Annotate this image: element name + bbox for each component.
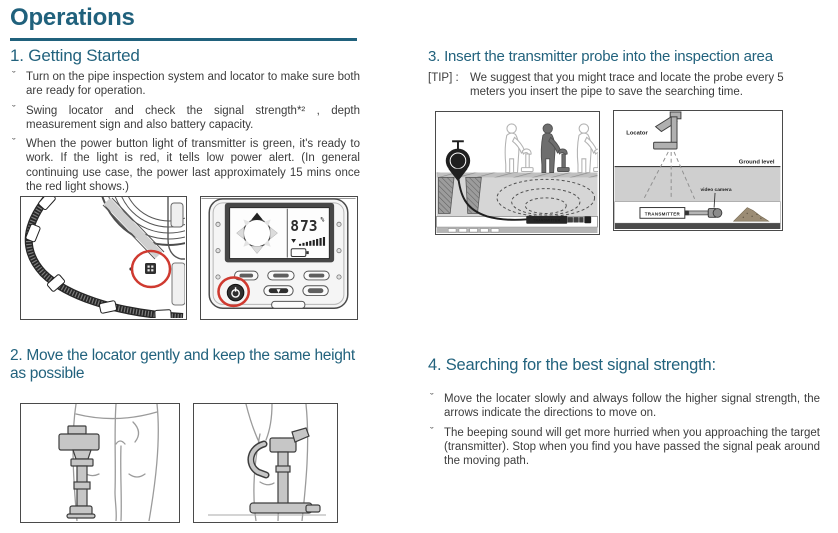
bullet-marker: ˇ [430, 425, 434, 438]
reel-closeup-illustration [21, 197, 185, 318]
transmitter-label: TRANSMITTER [533, 218, 561, 223]
operator-current [541, 124, 569, 173]
cross-section-illustration [614, 111, 781, 229]
bullet-text: Move the locater slowly and always follow the higher signal strength, the arrows indicate the directions to move on. [444, 393, 820, 420]
hold-locator-front-illustration [21, 404, 178, 521]
locator-label: Locator [626, 130, 648, 137]
cross-section-figure [613, 110, 783, 231]
ghost-digit: 8 [290, 218, 300, 236]
tip-text: We suggest that you might trace and locate the probe every 5 meters you insert the pipe to save the searching time. [470, 72, 784, 99]
ground-level-label: Ground level [738, 159, 775, 166]
bullet-item [428, 426, 820, 469]
battery-icon [291, 249, 309, 257]
bottom-blocks [448, 229, 499, 232]
bullet-item [10, 104, 360, 133]
signal-unit: % [320, 216, 325, 224]
trace-scene-figure [435, 111, 600, 235]
bullet-marker: ˇ [430, 392, 434, 404]
bullet-text: Turn on the pipe inspection system and locator to make sure both are ready for operation. [26, 71, 360, 98]
tip-note [428, 71, 820, 100]
device-body-edge [168, 197, 185, 305]
hold-locator-side-figure [193, 403, 338, 523]
control-panel-figure [200, 196, 358, 320]
power-button-small [145, 263, 156, 274]
power-button-icon [227, 284, 244, 301]
locator-device-icon [654, 112, 681, 149]
ground-band [615, 167, 781, 202]
bullet-item [10, 70, 360, 99]
push-cable [25, 197, 183, 318]
section1-heading: 1. Getting Started [10, 46, 140, 65]
hold-locator-side-illustration [194, 404, 336, 521]
signal-value: 73 [299, 218, 318, 236]
trace-scene-illustration [436, 112, 598, 233]
locator-device [250, 428, 320, 513]
bullet-item [428, 392, 820, 421]
operator-ghost-right [577, 124, 598, 173]
bullet-item [10, 137, 360, 194]
bullet-marker: ˇ [12, 70, 16, 82]
pipe-channel [436, 216, 597, 227]
locator-device [59, 426, 99, 518]
hold-locator-front-figure [20, 403, 180, 523]
section1-bullets [10, 70, 360, 199]
tip-label: [TIP] : [428, 72, 459, 84]
section4-heading: 4. Searching for the best signal strength: [428, 356, 716, 374]
reel-strut [103, 198, 164, 259]
control-panel-illustration [201, 197, 356, 318]
section4-bullets [428, 392, 820, 473]
transmitter-probe [640, 208, 722, 219]
section2-heading: 2. Move the locator gently and keep the same height as possible [10, 347, 355, 382]
transmitter-label: TRANSMITTER [644, 211, 681, 217]
pipe-bottom-band [615, 223, 781, 229]
title-underline [10, 38, 357, 41]
bullet-text: The beeping sound will get more hurried when you approaching the target (transmitter). Stop when you find you have passed the signal peak around the moving path. [444, 426, 820, 467]
page-title: Operations [10, 4, 135, 31]
bullet-marker: ˇ [12, 137, 16, 149]
reel-closeup-figure [20, 196, 187, 320]
section3-heading: 3. Insert the transmitter probe into the inspection area [428, 48, 773, 65]
video-camera-label: video camera [700, 187, 732, 193]
bullet-marker: ˇ [12, 103, 16, 116]
bullet-text: When the power button light of transmitter is green, it's ready to work. If the light is red, it tells low power alert. (In general continuing use case, the power last approximately 15 mins once the red light shows.) [26, 138, 360, 193]
operator-ghost-left [505, 124, 533, 173]
bullet-text: Swing locator and check the signal strength*² , depth measurement sign and also battery capacity. [26, 104, 360, 131]
